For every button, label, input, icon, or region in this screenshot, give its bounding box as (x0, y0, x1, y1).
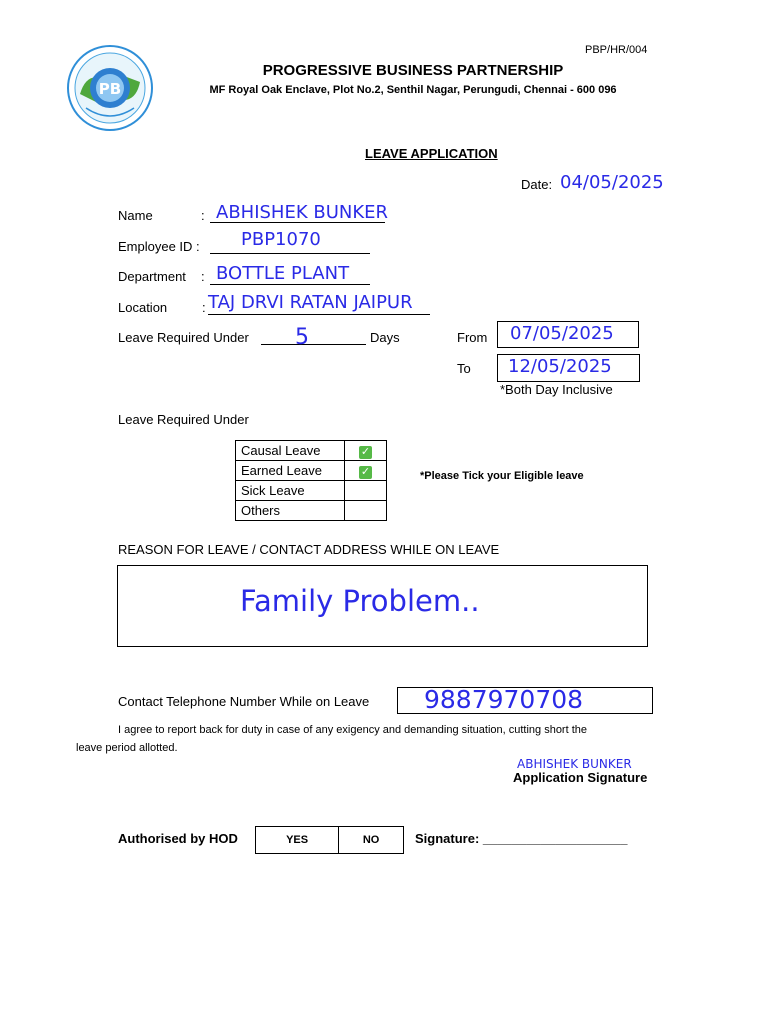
to-label: To (457, 361, 471, 376)
authorised-by-label: Authorised by HOD (118, 831, 238, 846)
name-value[interactable]: ABHISHEK BUNKER (216, 202, 389, 223)
department-colon: : (201, 269, 205, 284)
location-label: Location (118, 300, 168, 315)
leave-type-table (235, 440, 387, 521)
agreement-line-2: leave period allotted. (76, 742, 178, 754)
from-date-field[interactable] (497, 321, 639, 348)
svg-text:PB: PB (98, 80, 122, 98)
form-title: LEAVE APPLICATION (365, 146, 498, 161)
reason-field[interactable] (117, 565, 648, 647)
hod-yes-option[interactable]: YES (256, 827, 339, 854)
document-reference: PBP/HR/004 (585, 44, 648, 56)
location-colon: : (202, 300, 206, 315)
organization-address: MF Royal Oak Enclave, Plot No.2, Senthil Nagar, Perungudi, Chennai - 600 096 (209, 84, 617, 96)
table-row (236, 481, 387, 501)
from-label: From (457, 330, 488, 345)
check-icon: ✓ (360, 445, 371, 458)
table-row (236, 461, 387, 481)
location-underline (208, 314, 430, 315)
leave-type-earned: Earned Leave (236, 461, 345, 481)
hod-signature-label: Signature: ____________________ (415, 831, 628, 846)
applicant-signature-label: Application Signature (513, 770, 648, 785)
to-date-field[interactable] (497, 354, 640, 382)
table-row (236, 441, 387, 461)
agreement-line-1: I agree to report back for duty in case of any exigency and demanding situation, cutting short the (118, 724, 588, 736)
reason-label: REASON FOR LEAVE / CONTACT ADDRESS WHILE ON LEAVE (118, 542, 500, 557)
from-date-value: 07/05/2025 (510, 323, 614, 344)
date-value[interactable]: 04/05/2025 (560, 172, 664, 193)
reason-value: Family Problem.. (240, 584, 480, 618)
tick-note: *Please Tick your Eligible leave (420, 470, 584, 482)
department-value[interactable]: BOTTLE PLANT (216, 263, 350, 284)
leave-type-sick: Sick Leave (236, 481, 345, 501)
table-row (256, 827, 404, 854)
name-colon: : (201, 208, 205, 223)
leave-days-value[interactable]: 5 (295, 325, 309, 350)
hod-approval-table (255, 826, 404, 854)
leave-type-causal: Causal Leave (236, 441, 345, 461)
company-logo (66, 44, 154, 132)
leave-days-label: Leave Required Under (118, 330, 249, 345)
leave-tick-others[interactable] (345, 501, 387, 521)
contact-value: 9887970708 (424, 685, 584, 714)
applicant-signature: ABHISHEK BUNKER (517, 757, 632, 771)
date-label: Date: (521, 177, 553, 192)
check-icon: ✓ (360, 465, 371, 478)
location-value[interactable]: TAJ DRVI RATAN JAIPUR (208, 292, 413, 313)
hod-no-option[interactable]: NO (339, 827, 404, 854)
employee-id-value[interactable]: PBP1070 (241, 229, 321, 250)
leave-tick-earned[interactable] (345, 461, 387, 481)
days-label: Days (370, 330, 400, 345)
leave-tick-causal[interactable] (345, 441, 387, 461)
organization-name: PROGRESSIVE BUSINESS PARTNERSHIP (262, 62, 564, 79)
department-label: Department (118, 269, 186, 284)
department-underline (210, 284, 370, 285)
contact-label: Contact Telephone Number While on Leave (118, 694, 370, 709)
contact-field[interactable] (397, 687, 653, 714)
leave-days-underline (261, 344, 366, 345)
inclusive-note: *Both Day Inclusive (500, 382, 613, 397)
name-label: Name (118, 208, 153, 223)
leave-tick-sick[interactable] (345, 481, 387, 501)
employee-id-label: Employee ID : (118, 239, 200, 254)
leave-type-others: Others (236, 501, 345, 521)
table-row (236, 501, 387, 521)
to-date-value: 12/05/2025 (508, 356, 612, 377)
leave-type-label: Leave Required Under (118, 412, 249, 427)
employee-id-underline (210, 253, 370, 254)
